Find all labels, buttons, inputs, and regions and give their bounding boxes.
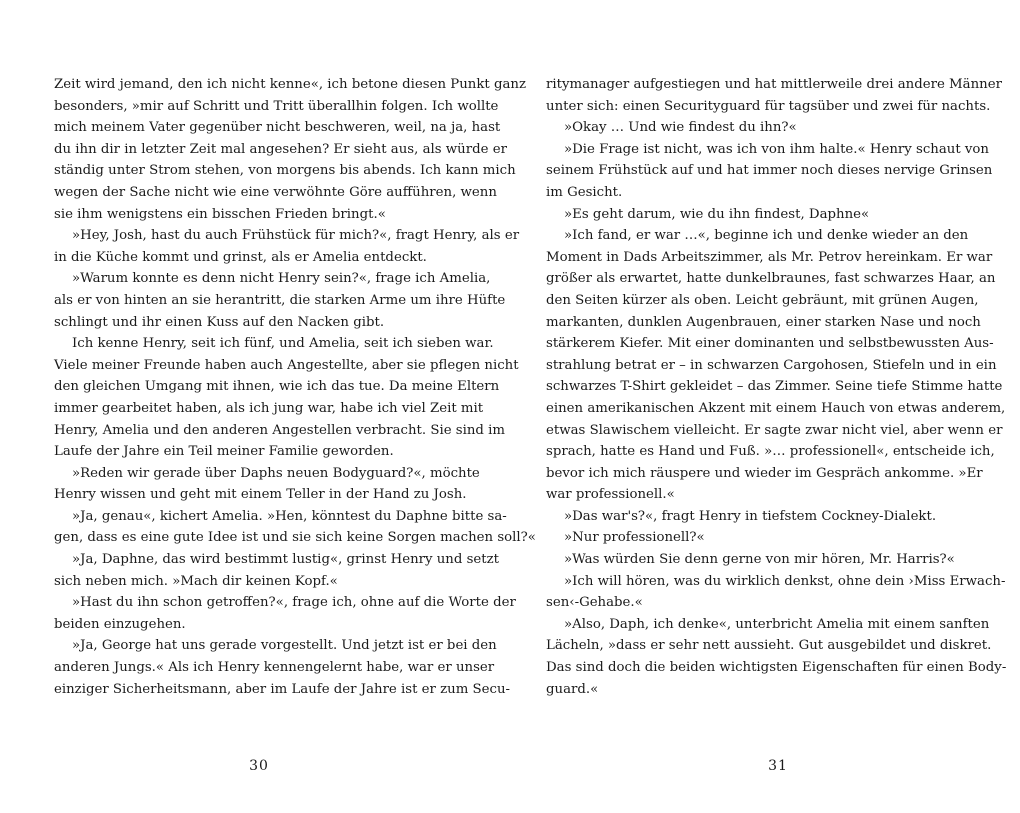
text-line: Lächeln, »dass er sehr nett aussieht. Gut ausgebildet und diskret. [546, 638, 992, 654]
text-line: seinem Frühstück auf und hat immer noch dieses nervige Grinsen [546, 163, 993, 179]
text-line: »Ja, Daphne, das wird bestimmt lustig«, grinst Henry und setzt [72, 552, 499, 568]
page-number-left: 30 [249, 758, 269, 774]
text-line: »Was würden Sie denn gerne von mir hören, Mr. Harris?« [564, 552, 955, 568]
right-page [546, 74, 1007, 774]
text-line: ständig unter Strom stehen, von morgens bis abends. Ich kann mich [54, 163, 516, 179]
text-line: markanten, dunklen Augenbrauen, einer starken Nase und noch [546, 314, 981, 330]
text-line: etwas Slawischem vielleicht. Er sagte zwar nicht viel, aber wenn er [546, 422, 1003, 438]
text-line: »Okay … Und wie findest du ihn?« [564, 120, 797, 136]
text-line: Zeit wird jemand, den ich nicht kenne«, ich betone diesen Punkt ganz [54, 77, 526, 92]
text-line: sprach, hatte es Hand und Fuß. »… professionell«, entscheide ich, [546, 444, 995, 460]
text-line: war professionell.« [546, 487, 675, 503]
text-line: immer gearbeitet haben, als ich jung war, habe ich viel Zeit mit [54, 400, 484, 416]
text-line: stärkerem Kiefer. Mit einer dominanten und selbstbewussten Aus- [546, 336, 994, 352]
text-line: Henry wissen und geht mit einem Teller in der Hand zu Josh. [54, 487, 467, 503]
text-line: »Es geht darum, wie du ihn findest, Daphne« [564, 206, 870, 222]
text-line: »Also, Daph, ich denke«, unterbricht Amelia mit einem sanften [564, 616, 990, 632]
text-line: »Ich fand, er war …«, beginne ich und denke wieder an den [564, 228, 969, 244]
text-line: einen amerikanischen Akzent mit einem Hauch von etwas anderem, [546, 400, 1006, 416]
text-line: »Ich will hören, was du wirklich denkst, ohne dein ›Miss Erwach- [564, 573, 1006, 589]
text-line: größer als erwartet, hatte dunkelbraunes, fast schwarzes Haar, an [546, 271, 996, 287]
text-line: guard.« [546, 681, 599, 697]
page-number-right: 31 [768, 758, 788, 774]
text-line: »Hey, Josh, hast du auch Frühstück für mich?«, fragt Henry, als er [72, 228, 520, 244]
text-line: sie ihm wenigstens ein bisschen Frieden bringt.« [54, 206, 386, 222]
text-line: bevor ich mich räuspere und wieder im Gespräch ankomme. »Er [546, 465, 983, 481]
text-line: in die Küche kommt und grinst, als er Amelia entdeckt. [54, 249, 427, 265]
text-line: »Ja, George hat uns gerade vorgestellt. Und jetzt ist er bei den [72, 638, 497, 654]
text-line: »Hast du ihn schon getroffen?«, frage ich, ohne auf die Worte der [72, 595, 516, 611]
text-line: beiden einzugehen. [54, 616, 186, 632]
text-line: Moment in Dads Arbeitszimmer, als Mr. Petrov hereinkam. Er war [546, 249, 993, 265]
text-line: den gleichen Umgang mit ihnen, wie ich das tue. Da meine Eltern [54, 379, 500, 395]
text-line: »Die Frage ist nicht, was ich von ihm halte.« Henry schaut von [564, 141, 989, 157]
text-line: unter sich: einen Securityguard für tagsüber und zwei für nachts. [546, 98, 991, 114]
text-line: sich neben mich. »Mach dir keinen Kopf.« [54, 573, 338, 589]
text-line: »Nur professionell?« [564, 530, 705, 546]
text-line: Henry, Amelia und den anderen Angestellen verbracht. Sie sind im [54, 422, 506, 438]
text-line: im Gesicht. [546, 184, 623, 200]
text-line: als er von hinten an sie herantritt, die starken Arme um ihre Hüfte [54, 292, 506, 308]
text-line: einziger Sicherheitsmann, aber im Laufe der Jahre ist er zum Secu- [54, 681, 511, 697]
left-page [54, 74, 536, 774]
text-line: strahlung betrat er – in schwarzen Cargohosen, Stiefeln und in ein [546, 357, 997, 373]
text-line: gen, dass es eine gute Idee ist und sie sich keine Sorgen machen soll?« [54, 530, 536, 546]
text-line: schwarzes T-Shirt gekleidet – das Zimmer. Seine tiefe Stimme hatte [546, 379, 1003, 395]
text-line: besonders, »mir auf Schritt und Tritt überallhin folgen. Ich wollte [54, 98, 499, 114]
text-line: schlingt und ihr einen Kuss auf den Nacken gibt. [54, 314, 385, 330]
text-line: »Das war's?«, fragt Henry in tiefstem Cockney-Dialekt. [564, 508, 937, 524]
text-line: Das sind doch die beiden wichtigsten Eigenschaften für einen Body- [546, 660, 1007, 676]
text-line: »Reden wir gerade über Daphs neuen Bodyguard?«, möchte [72, 465, 480, 481]
text-line: du ihn dir in letzter Zeit mal angesehen? Er sieht aus, als würde er [54, 141, 507, 157]
text-line: anderen Jungs.« Als ich Henry kennengelernt habe, war er unser [54, 660, 495, 676]
text-line: den Seiten kürzer als oben. Leicht gebräunt, mit grünen Augen, [546, 292, 979, 308]
text-line: wegen der Sache nicht wie eine verwöhnte Göre aufführen, wenn [54, 184, 497, 200]
text-line: Laufe der Jahre ein Teil meiner Familie geworden. [54, 444, 394, 460]
text-line: mich meinem Vater gegenüber nicht beschweren, weil, na ja, hast [54, 120, 501, 136]
text-line: ritymanager aufgestiegen und hat mittlerweile drei andere Männer [546, 77, 1002, 92]
text-line: »Warum konnte es denn nicht Henry sein?«, frage ich Amelia, [72, 271, 491, 287]
text-line: »Ja, genau«, kichert Amelia. »Hen, könntest du Daphne bitte sa- [72, 508, 507, 524]
text-line: sen‹-Gehabe.« [546, 595, 643, 611]
text-line: Ich kenne Henry, seit ich fünf, und Amelia, seit ich sieben war. [72, 336, 494, 352]
text-line: Viele meiner Freunde haben auch Angestellte, aber sie pflegen nicht [54, 357, 519, 373]
